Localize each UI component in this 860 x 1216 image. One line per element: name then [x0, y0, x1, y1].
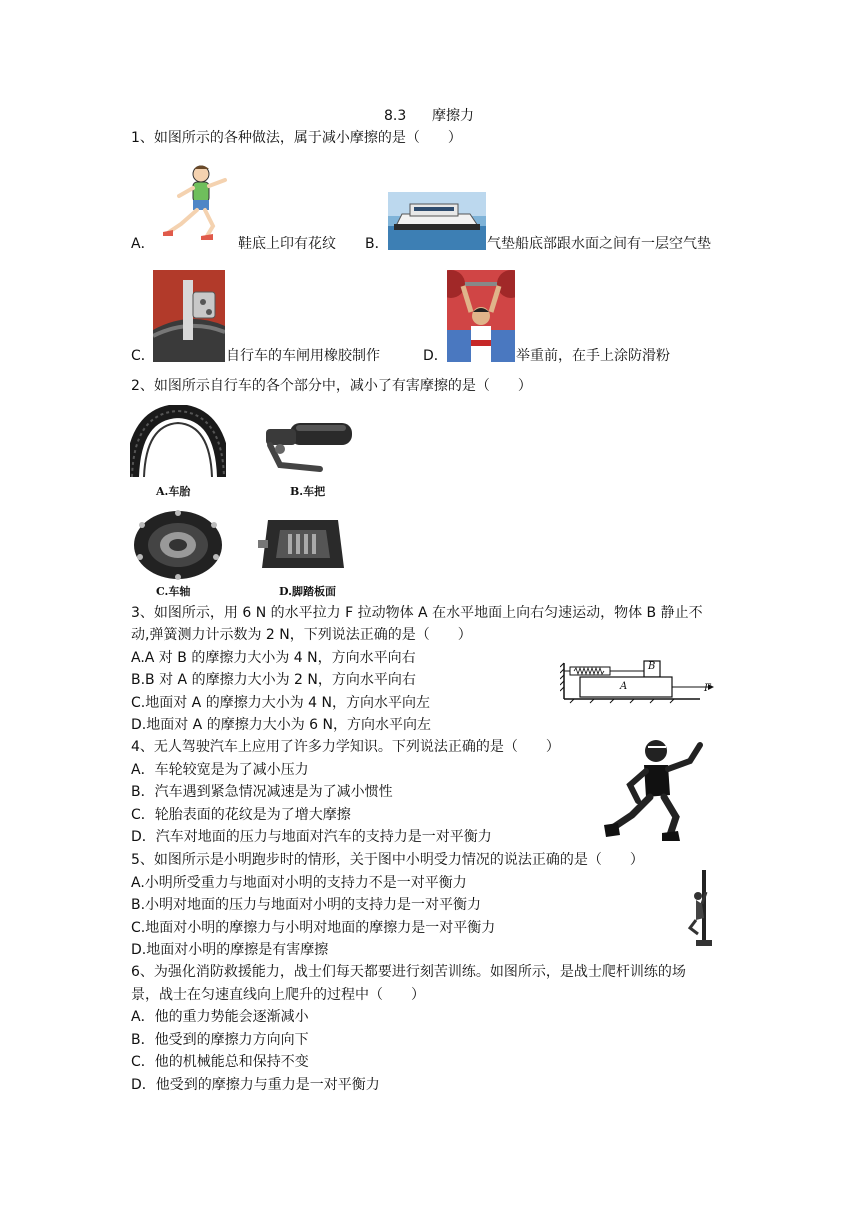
q3-stem-line2: 动,弹簧测力计示数为 2 N，下列说法正确的是（ ） [131, 627, 472, 643]
q4-option-c: C．轮胎表面的花纹是为了增大摩擦 [131, 807, 351, 823]
q4-option-d: D．汽车对地面的压力与地面对汽车的支持力是一对平衡力 [131, 829, 492, 845]
q2-tire-image [130, 405, 226, 477]
q5-option-a: A.小明所受重力与地面对小明的支持力不是一对平衡力 [131, 875, 467, 891]
q3-spring-scale-diagram [560, 655, 720, 705]
q6-option-c: C．他的机械能总和保持不变 [131, 1054, 309, 1070]
q1-option-a-text: 鞋底上印有花纹 [238, 236, 336, 252]
q6-stem-line1: 6、为强化消防救援能力，战士们每天都要进行刻苦训练。如图所示，是战士爬杆训练的场 [131, 964, 686, 980]
q2-caption-a: A.车胎 [156, 485, 191, 498]
q3-stem-line1: 3、如图所示，用 6 N 的水平拉力 F 拉动物体 A 在水平地面上向右匀速运动，物体 B 静止不 [131, 605, 703, 621]
q1-hovercraft-image [388, 192, 486, 250]
q3-option-a: A.A 对 B 的摩擦力大小为 4 N，方向水平向右 [131, 650, 416, 666]
q6-pole-climber-image [686, 870, 716, 946]
q4-runner-silhouette [600, 735, 710, 843]
q5-option-c: C.地面对小明的摩擦力与小明对地面的摩擦力是一对平衡力 [131, 920, 496, 936]
title-number: 8.3 [384, 108, 407, 124]
q3-block-a-label: A [620, 681, 628, 692]
q4-option-a: A．车轮较宽是为了减小压力 [131, 762, 309, 778]
q2-handlebar-image [260, 415, 354, 475]
q1-option-a-label: A． [131, 236, 155, 252]
q3-block-b-label: B [648, 661, 656, 672]
q6-option-d: D．他受到的摩擦力与重力是一对平衡力 [131, 1077, 380, 1093]
q1-option-b-label: B． [365, 236, 389, 252]
q1-option-c-label: C． [131, 348, 155, 364]
q1-option-d-label: D． [423, 348, 448, 364]
q6-option-b: B．他受到的摩擦力方向向下 [131, 1032, 309, 1048]
q3-option-b: B.B 对 A 的摩擦力大小为 2 N，方向水平向右 [131, 672, 416, 688]
q2-caption-b: B.车把 [290, 485, 326, 498]
q1-option-d-text: 举重前，在手上涂防滑粉 [516, 348, 670, 364]
q1-option-c-text: 自行车的车闸用橡胶制作 [226, 348, 380, 364]
page-title: 摩擦力 [432, 108, 474, 124]
q2-pedal-image [258, 510, 348, 578]
q2-caption-c: C.车轴 [156, 585, 191, 598]
q4-stem: 4、无人驾驶汽车上应用了许多力学知识。下列说法正确的是（ ） [131, 739, 560, 755]
q4-option-b: B．汽车遇到紧急情况减速是为了减小惯性 [131, 784, 393, 800]
q6-option-a: A．他的重力势能会逐渐减小 [131, 1009, 309, 1025]
q5-option-d: D.地面对小明的摩擦是有害摩擦 [131, 942, 329, 958]
q2-stem: 2、如图所示自行车的各个部分中，减小了有害摩擦的是（ ） [131, 378, 532, 394]
q1-weightlifter-image [447, 270, 515, 362]
q1-stem: 1、如图所示的各种做法，属于减小摩擦的是（ ） [131, 130, 462, 146]
q1-bike-brake-image [153, 270, 225, 362]
q2-axle-image [130, 505, 224, 581]
q5-option-b: B.小明对地面的压力与地面对小明的支持力是一对平衡力 [131, 897, 482, 913]
q3-option-d: D.地面对 A 的摩擦力大小为 6 N，方向水平向左 [131, 717, 431, 733]
q2-caption-d: D.脚踏板面 [279, 585, 336, 598]
q1-runner-image [155, 160, 237, 242]
q6-stem-line2: 景，战士在匀速直线向上爬升的过程中（ ） [131, 987, 425, 1003]
q5-stem: 5、如图所示是小明跑步时的情形，关于图中小明受力情况的说法正确的是（ ） [131, 852, 644, 868]
q3-force-f-label: F [704, 683, 711, 694]
q3-option-c: C.地面对 A 的摩擦力大小为 4 N，方向水平向左 [131, 695, 430, 711]
q1-option-b-text: 气垫船底部跟水面之间有一层空气垫 [487, 236, 711, 252]
